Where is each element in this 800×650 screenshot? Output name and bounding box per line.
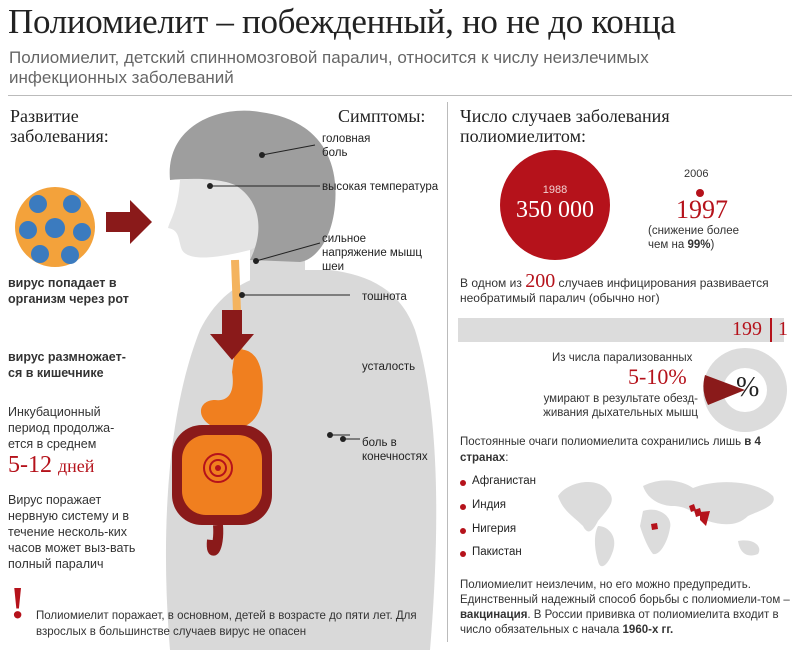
arrow-down-icon (210, 310, 254, 365)
limbs-pointer (340, 434, 360, 444)
cases-2006: 1997 (676, 195, 728, 224)
page-subtitle: Полиомиелит, детский спинномозговой паралич, относится к числу неизлечимых инфекционных заболеваний (9, 48, 649, 87)
page-title: Полиомиелит – побежденный, но не до конца (8, 2, 676, 41)
paralyzed-pct: 5-10% (628, 364, 687, 389)
arrow-right-icon (106, 200, 152, 249)
symptom-headache: головная боль (322, 133, 371, 159)
incubation-text: Инкубационный период продолжа-ется в среднем (8, 405, 115, 451)
incubation-value: 5-12 дней (8, 452, 95, 478)
header-divider (8, 95, 792, 96)
virus-capsomer (29, 195, 47, 213)
virus-enters-note: вирус попадает в организм через рот (8, 276, 129, 306)
development-title: Развитие заболевания: (10, 106, 109, 146)
legend-dot (460, 504, 466, 510)
symptom-nausea: тошнота (362, 291, 407, 303)
legend-dot (460, 551, 466, 557)
year-2006: 2006 (684, 168, 709, 180)
legend-dot (460, 480, 466, 486)
cases-1988: 350 000 (516, 197, 594, 223)
dot-headache (259, 152, 265, 158)
vaccine-note: Полиомиелит неизлечим, но его можно предупредить. Единственный надежный способ борьбы с полиомиели-том – вакцинация. В России прививка от полиомиелита входит в число обязательных с начала 1960-х гг. (460, 579, 790, 636)
legend-dot (460, 528, 466, 534)
symptom-fatigue: усталость (362, 361, 416, 373)
dot-limbs (327, 432, 333, 438)
ratio-right: 1 (778, 318, 788, 340)
country-afghanistan: Афганистан (472, 475, 537, 487)
ratio-left: 199 (732, 318, 762, 340)
cases-title: Число случаев заболевания полиомиелитом: (460, 106, 670, 146)
dot-fever (207, 183, 213, 189)
one-in-text: В одном из 200 случаев инфицирования развивается необратимый паралич (обычно ног) (460, 270, 769, 305)
paralysis-text: Вирус поражает нервную систему и в течение несколь-ких часов может выз-вать полный паралич (8, 493, 136, 571)
paralyzed-tail: умирают в результате обезд-живания дыхательных мышц (543, 393, 698, 419)
warning-icon: ! (10, 577, 26, 628)
virus-capsomer (73, 223, 91, 241)
symptom-fever: высокая температура (322, 181, 439, 193)
footnote: Полиомиелит поражает, в основном, детей в возрасте до пяти лет. Для взрослых в большинстве случаев вирус не опасен (36, 610, 417, 638)
dot-nausea (239, 292, 245, 298)
percent-icon: % (736, 372, 760, 403)
symptom-limbs: боль в конечностях (362, 437, 428, 463)
foci-text: Постоянные очаги полиомиелита сохранились лишь в 4 странах: (460, 436, 761, 464)
infection-site-core (215, 465, 221, 471)
decline-note: (снижение более чем на 99%) (648, 225, 740, 251)
country-india: Индия (472, 499, 506, 511)
ratio-bar-divider (770, 318, 772, 342)
virus-capsomer (45, 218, 65, 238)
virus-capsomer (19, 221, 37, 239)
symptoms-title: Симптомы: (338, 106, 426, 126)
virus-capsomer (31, 245, 49, 263)
virus-illustration (10, 182, 100, 277)
dot-neck (253, 258, 259, 264)
paralyzed-lead: Из числа парализованных (552, 352, 693, 364)
virus-capsomer (61, 246, 79, 264)
virus-multiplies-note: вирус размножает-ся в кишечнике (8, 350, 126, 380)
country-pakistan: Пакистан (472, 546, 522, 558)
country-nigeria: Нигерия (472, 523, 517, 535)
symptom-neck: сильное напряжение мышц шеи (322, 233, 422, 273)
virus-capsomer (63, 195, 81, 213)
world-map (548, 466, 788, 581)
year-1988: 1988 (542, 184, 568, 196)
